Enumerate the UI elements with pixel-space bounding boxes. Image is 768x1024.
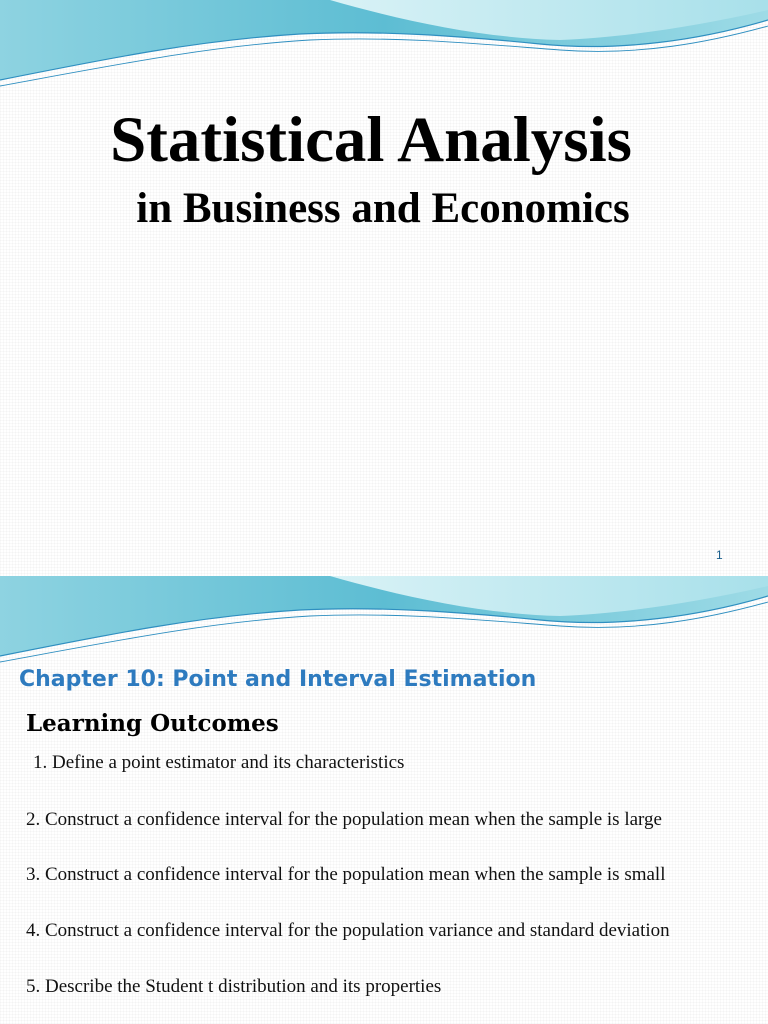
learning-outcomes-slide [0,574,768,1024]
slide-subtitle: in Business and Economics [136,185,630,232]
chapter-title: Chapter 10: Point and Interval Estimation [19,667,537,692]
outcome-item: 4. Construct a confidence interval for the population variance and standard deviation [26,920,670,941]
page-number: 1 [716,548,723,562]
decorative-wave-banner [0,574,768,669]
decorative-wave-banner [0,0,768,95]
learning-outcomes-heading: Learning Outcomes [26,710,279,737]
slide-title: Statistical Analysis [110,104,632,176]
outcome-item: 5. Describe the Student t distribution and its properties [26,976,442,997]
outcome-item: 3. Construct a confidence interval for the population mean when the sample is small [26,864,666,885]
outcome-item: 1. Define a point estimator and its characteristics [33,752,405,773]
outcome-item: 2. Construct a confidence interval for the population mean when the sample is large [26,809,662,830]
